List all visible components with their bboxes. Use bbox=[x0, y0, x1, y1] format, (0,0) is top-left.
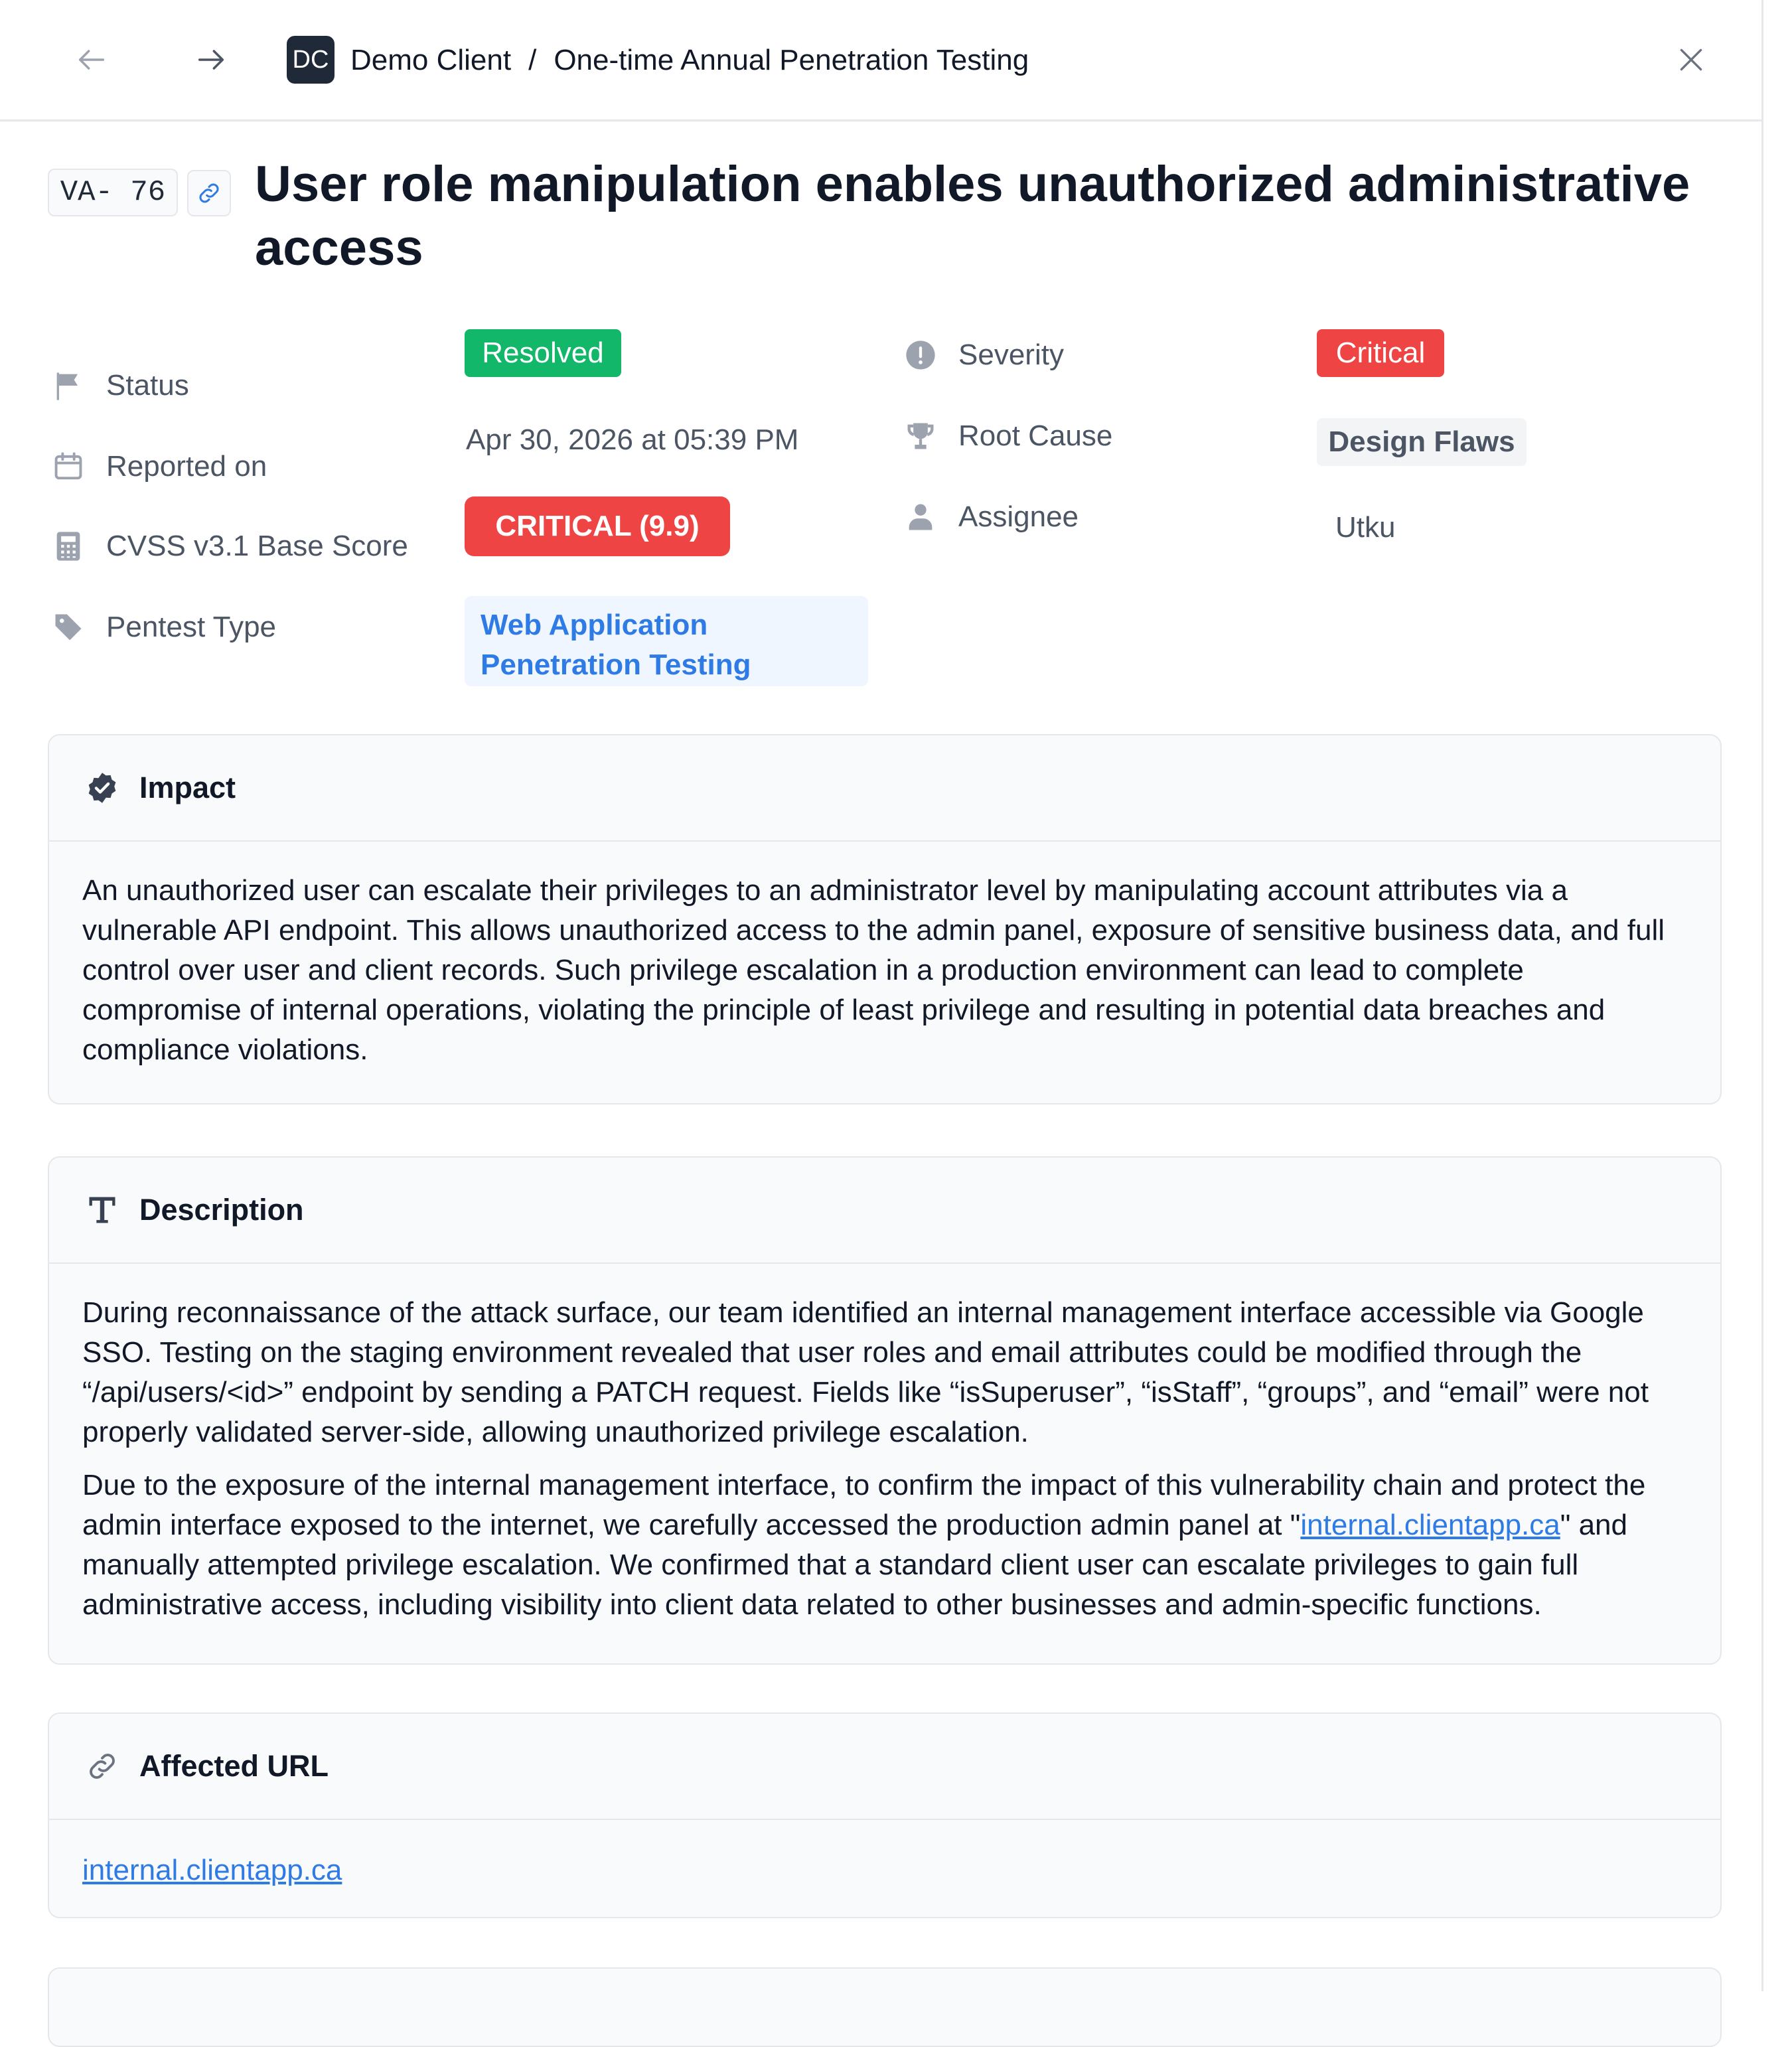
root-cause-label-text: Root Cause bbox=[958, 419, 1113, 452]
severity-label-text: Severity bbox=[958, 339, 1064, 371]
impact-card-header bbox=[49, 735, 1720, 842]
breadcrumb-project[interactable]: One-time Annual Penetration Testing bbox=[554, 44, 1029, 76]
back-button[interactable] bbox=[64, 32, 119, 88]
user-icon bbox=[903, 499, 938, 535]
cvss-label bbox=[50, 528, 408, 564]
description-paragraph-1: During reconnaissance of the attack surface, our team identified an internal management interface accessible via Google SSO. Testing on the staging environment revealed that user roles and email attributes could be modified through the “/api/users/<id>” endpoint by sending a PATCH request. Fields like “isSuperuser”, “isStaff”, “groups”, and “email” were not properly validated server-side, allowing unauthorized privilege escalation. bbox=[82, 1296, 1649, 1448]
pentest-label bbox=[50, 609, 276, 645]
severity-badge[interactable]: Critical bbox=[1317, 329, 1444, 377]
close-button[interactable] bbox=[1665, 33, 1718, 86]
badge-check-icon bbox=[84, 769, 121, 806]
issue-title: User role manipulation enables unauthorized administrative access bbox=[255, 156, 1690, 276]
pentest-label-text: Pentest Type bbox=[106, 611, 277, 643]
affected-url-link[interactable]: internal.clientapp.ca bbox=[82, 1854, 342, 1886]
description-body bbox=[49, 1264, 1720, 1625]
calendar-icon bbox=[50, 449, 86, 485]
description-inline-link[interactable]: internal.clientapp.ca bbox=[1300, 1509, 1560, 1541]
forward-button[interactable] bbox=[183, 32, 239, 88]
breadcrumb-client[interactable]: Demo Client bbox=[350, 44, 512, 76]
affected-url-card bbox=[48, 1712, 1722, 1918]
cvss-score-badge[interactable]: CRITICAL (9.9) bbox=[465, 496, 730, 556]
severity-label bbox=[903, 337, 1064, 373]
arrow-right-icon bbox=[194, 42, 228, 77]
status-badge[interactable]: Resolved bbox=[465, 329, 621, 377]
close-icon bbox=[1675, 43, 1708, 76]
exclamation-circle-icon bbox=[903, 337, 938, 373]
assignee-value[interactable]: Utku bbox=[1335, 511, 1396, 544]
impact-card bbox=[48, 734, 1722, 1104]
breadcrumb bbox=[350, 44, 1029, 77]
issue-id-badge: VA- 76 bbox=[48, 169, 178, 216]
cvss-label-text: CVSS v3.1 Base Score bbox=[106, 530, 408, 562]
assignee-label-text: Assignee bbox=[958, 500, 1079, 533]
text-icon bbox=[84, 1191, 121, 1229]
root-cause-badge[interactable]: Design Flaws bbox=[1317, 418, 1527, 466]
breadcrumb-separator: / bbox=[528, 44, 537, 76]
pentest-type-badge[interactable]: Web Application Penetration Testing bbox=[465, 596, 868, 686]
description-card-header bbox=[49, 1158, 1720, 1264]
tag-icon bbox=[50, 609, 86, 645]
next-card bbox=[48, 1967, 1722, 2047]
panel-edge bbox=[1761, 0, 1763, 1991]
flag-icon bbox=[50, 368, 86, 404]
link-icon bbox=[196, 180, 222, 206]
description-heading: Description bbox=[139, 1193, 304, 1227]
link-icon bbox=[84, 1748, 121, 1785]
assignee-label bbox=[903, 499, 1079, 535]
top-bar bbox=[0, 0, 1763, 121]
affected-url-body bbox=[49, 1820, 1720, 1890]
affected-url-card-header bbox=[49, 1714, 1720, 1820]
reported-date: Apr 30, 2026 at 05:39 PM bbox=[466, 423, 799, 456]
trophy-icon bbox=[903, 418, 938, 454]
reported-label bbox=[50, 449, 267, 485]
description-card bbox=[48, 1156, 1722, 1665]
description-paragraph-2 bbox=[82, 1466, 1687, 1625]
description-p2-after: " and manually attempted privilege escalation. We confirmed that a standard client user can escalate privileges to gain full administrative access, including visibility into client data related to other businesses and admin-specific functions. bbox=[82, 1509, 1627, 1621]
reported-label-text: Reported on bbox=[106, 450, 267, 483]
status-label bbox=[50, 368, 189, 404]
impact-text: An unauthorized user can escalate their privileges to an administrator level by manipulating account attributes via a vulnerable API endpoint. This allows unauthorized access to the admin panel, exposure of sensitive business data, and full control over user and client records. Such privilege escalation in a production environment can lead to complete compromise of internal operations, violating the principle of least privilege and resulting in potential data breaches and compliance violations. bbox=[82, 874, 1665, 1066]
impact-body bbox=[49, 842, 1720, 1070]
client-avatar: DC bbox=[287, 36, 335, 84]
description-p2-before: Due to the exposure of the internal management interface, to confirm the impact of this vulnerability chain and protect the admin interface exposed to the internet, we carefully accessed the production admin panel at " bbox=[82, 1469, 1646, 1541]
impact-heading: Impact bbox=[139, 771, 236, 804]
affected-url-heading: Affected URL bbox=[139, 1749, 329, 1783]
calculator-icon bbox=[50, 528, 86, 564]
status-label-text: Status bbox=[106, 369, 189, 402]
copy-link-button[interactable] bbox=[187, 170, 231, 216]
arrow-left-icon bbox=[74, 42, 109, 77]
root-cause-label bbox=[903, 418, 1112, 454]
